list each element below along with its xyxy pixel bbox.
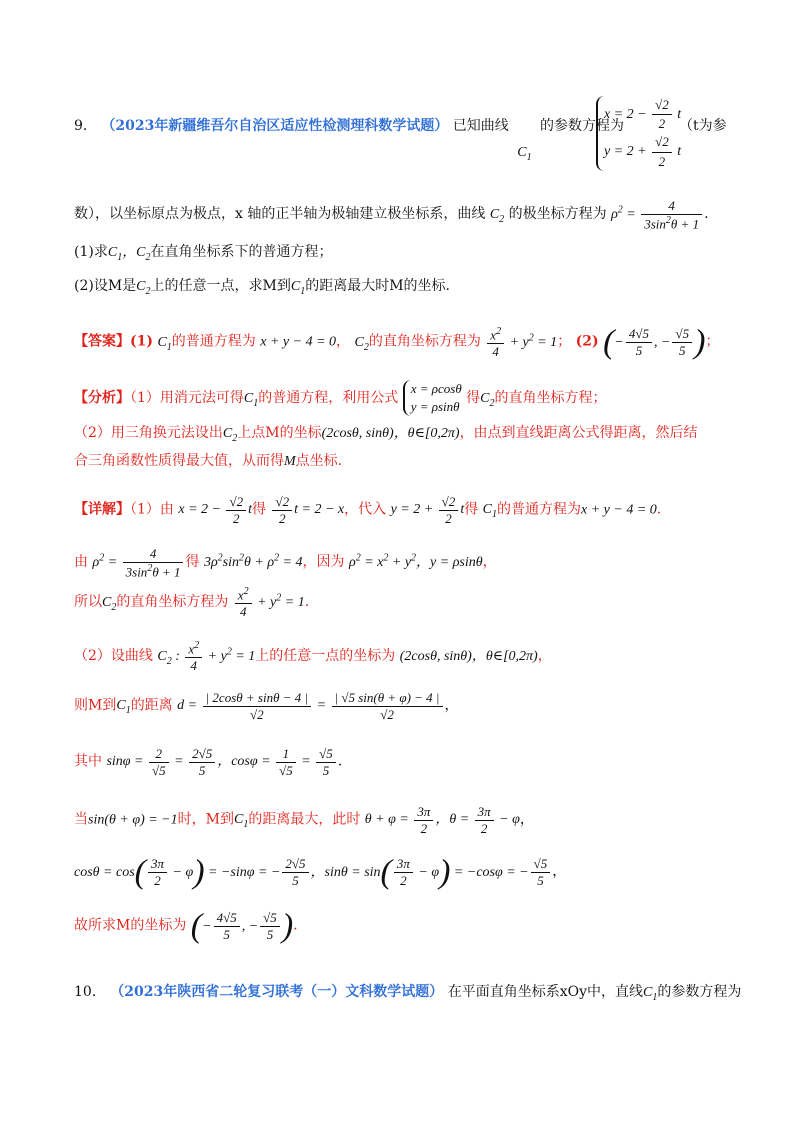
answer-t2: 的直角坐标方程为 xyxy=(368,333,481,350)
answer-p1: (1) xyxy=(130,333,153,350)
answer-p2: (2) xyxy=(575,333,599,350)
detail-a4: 得 xyxy=(464,501,479,518)
detail-line8: cosθ = cos( $\frac{3\pi}{2}$ − φ) = −sinφ = − $\frac{2√5}{5}$ ，sinθ = sin( $\frac{3\pi}{2}$ − φ) = −cosφ = − $\frac{√5}{5}$ ， xyxy=(74,853,567,890)
detail-a5: 的普通方程为 xyxy=(497,501,581,518)
q10-stem-b: 的参数方程为 xyxy=(657,984,742,1000)
detail-c2: 的直角坐标方程为 xyxy=(116,593,229,610)
q9-stem-a: 已知曲线 xyxy=(452,118,509,134)
q9-part1: (1)求$C_1$，$C_2$在直角坐标系下的普通方程； xyxy=(74,244,333,263)
detail-line5: 则M到$C_1$的距离 d = $\frac{| 2\cos\theta + \sin\theta - 4 |}{√2}$ = $\frac{| √5 \sin(\theta + \varphi) - 4 |}{√2}$ ， xyxy=(74,690,459,722)
detail-d1: （2）设曲线 xyxy=(74,647,153,664)
q9-c2: $C_2$ xyxy=(489,206,505,225)
q9-stem-e: 的极坐标方程为 xyxy=(508,205,607,222)
detail-a1: （1）由 xyxy=(130,501,174,518)
q10-number: 10． xyxy=(74,984,106,1000)
detail-a3: ，代入 xyxy=(344,501,387,518)
q9-c1: $C_1$ xyxy=(517,145,532,163)
detail-tag: 【详解】 xyxy=(74,501,130,518)
detail-b2: 得 xyxy=(185,553,200,570)
analysis-line1: 【分析】（1）用消元法可得$C_1$的普通方程，利用公式 x = ρcosθ y = ρsinθ 得$C_2$的直角坐标方程； xyxy=(74,380,760,416)
q9-param-system: x = 2 − $\frac{√2}{2}$ t y = 2 + $\frac{√2}{2}$ t xyxy=(596,96,681,171)
answer-t1: 的普通方程为 xyxy=(171,333,256,350)
q9-stem-b: 的参数方程为 xyxy=(540,118,625,134)
analysis-t7: ，由点到直线距离公式得距离，然后结 xyxy=(459,425,698,441)
analysis-line3: 合三角函数性质得最大值，从而得M点坐标. xyxy=(74,453,343,469)
detail-line9: 故所求M的坐标为 (− $\frac{4√5}{5}$ , − $\frac{√5}{5}$ ). xyxy=(74,907,298,944)
analysis-t1: （1）用消元法可得 xyxy=(130,390,244,407)
q9-stem-d: 数），以坐标原点为极点，x 轴的正半轴为极轴建立极坐标系，曲线 xyxy=(74,205,486,222)
detail-a2: 得 xyxy=(252,501,267,518)
analysis-t9: 点坐标. xyxy=(295,453,343,469)
q9-polar-eq: $\rho^2$ = $\frac{4}{3\sin^2\theta + 1}$ xyxy=(611,207,704,222)
answer-line: 【答案】(1) $C_1$的普通方程为 x + y − 4 = 0， $C_2$的直角坐标方程为 $\frac{x^2}{4}$ + $y^2 = 1$； (2) (− $\frac{4√5}{5}$ , − $\frac{√5}{5}$ )； xyxy=(74,323,720,360)
q10-stem-text: 在平面直角坐标系xOy中，直线 xyxy=(447,984,643,1000)
q9-stem-line2: 数），以坐标原点为极点，x 轴的正半轴为极轴建立极坐标系，曲线 $C_2$ 的极坐标方程为 $\rho^2$ = $\frac{4}{3\sin^2\theta + 1}$ . xyxy=(74,198,709,231)
detail-g3: 的距离最大，此时 xyxy=(248,811,361,828)
detail-c1: 所以 xyxy=(74,593,102,610)
analysis-t3: 得 xyxy=(466,390,481,407)
detail-line1: 【详解】（1）由 x = 2 − $\frac{√2}{2}$ t得 $\frac{√2}{2}$ t = 2 − x，代入 y = 2 + $\frac{√2}{2}$ t得 $C_1$的普通方程为x + y − 4 = 0. xyxy=(74,494,662,526)
detail-g1: 当 xyxy=(74,811,88,828)
q10-stem: 10． （2023年陕西省二轮复习联考（一）文科数学试题） 在平面直角坐标系xOy中，直线$C_1$的参数方程为 xyxy=(74,984,742,1003)
detail-line4: （2）设曲线 $C_2$ : $\frac{x^2}{4}$ + $y^2 = 1$上的任意一点的坐标为 (2cosθ, sinθ)，θ∈[0,2π)， xyxy=(74,640,552,673)
analysis-line2: （2）用三角换元法设出$C_2$上点M的坐标(2cosθ, sinθ)，θ∈[0,2π)，由点到直线距离公式得距离，然后结 xyxy=(74,425,698,444)
detail-e1: 则M到 xyxy=(74,697,117,714)
analysis-t2: 的普通方程，利用公式 xyxy=(258,390,399,407)
detail-d2: 上的任意一点的坐标为 xyxy=(255,647,396,664)
analysis-t6: 上点M的坐标 xyxy=(237,425,322,441)
detail-line6: 其中 sinφ = $\frac{2}{√5}$ = $\frac{2√5}{5}$ ，cosφ = $\frac{1}{√5}$ = $\frac{√5}{5}$ . xyxy=(74,746,343,778)
detail-e2: 的距离 xyxy=(130,697,173,714)
q9-part2-label: (2)设M是 xyxy=(74,278,137,294)
detail-b1: 由 xyxy=(74,553,88,570)
q9-part2-text2: 的距离最大时M的坐标. xyxy=(305,278,450,294)
q9-part2: (2)设M是$C_2$上的任意一点，求M到$C_1$的距离最大时M的坐标. xyxy=(74,278,450,297)
detail-f1: 其中 xyxy=(74,753,102,770)
analysis-tag: 【分析】 xyxy=(74,390,130,407)
analysis-t5: （2）用三角换元法设出 xyxy=(74,425,223,441)
answer-tag: 【答案】 xyxy=(74,333,130,350)
q9-number: 9． xyxy=(74,118,97,134)
q9-part1-label: (1)求 xyxy=(74,244,108,260)
detail-g2: 时，M到 xyxy=(177,811,234,828)
detail-line3: 所以$C_2$的直角坐标方程为 $\frac{x^2}{4}$ + $y^2 = 1$. xyxy=(74,586,310,619)
detail-i1: 故所求M的坐标为 xyxy=(74,917,187,934)
q9-source: （2023年新疆维吾尔自治区适应性检测理科数学试题） xyxy=(101,118,449,134)
detail-b3: ，因为 xyxy=(302,553,345,570)
analysis-t8: 合三角函数性质得最大值，从而得 xyxy=(74,453,284,469)
q10-source: （2023年陕西省二轮复习联考（一）文科数学试题） xyxy=(110,984,444,1000)
detail-line2: 由 $\rho^2$ = $\frac{4}{3\sin^2\theta + 1}$ 得 $3\rho^2\sin^2\theta + \rho^2 = 4$，因为 $\rho^2 = x^2 + y^2$，y = ρsinθ， xyxy=(74,546,497,579)
q9-part1-text: 在直角坐标系下的普通方程； xyxy=(150,244,333,260)
analysis-t4: 的直角坐标方程； xyxy=(494,390,607,407)
q9-part2-text: 上的任意一点，求M到 xyxy=(150,278,291,294)
q9-stem-line1 xyxy=(74,97,760,178)
q9-stem-c: （t为参 xyxy=(679,118,727,134)
detail-line7: 当sin(θ + φ) = −1时，M到$C_1$的距离最大，此时 θ + φ = $\frac{3\pi}{2}$ ，θ = $\frac{3\pi}{2}$ − φ， xyxy=(74,804,534,836)
